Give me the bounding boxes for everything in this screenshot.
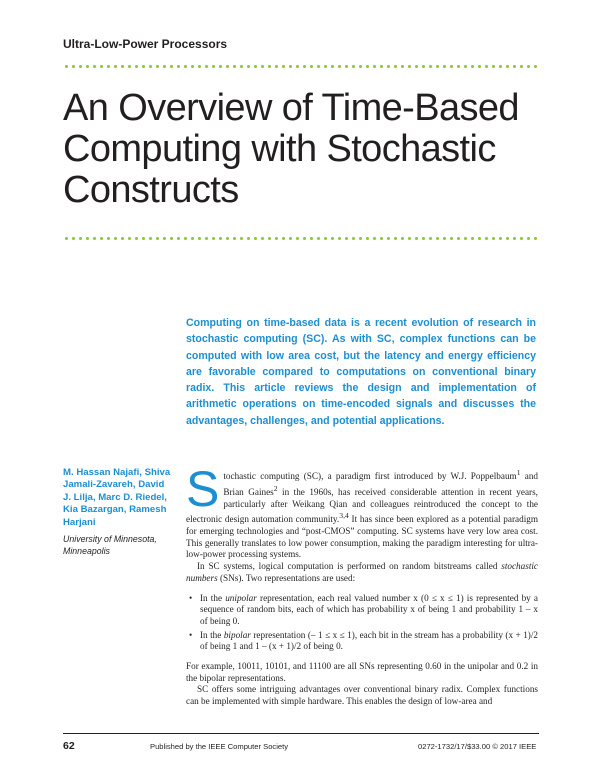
- author-affiliation: University of Minnesota, Minneapolis: [63, 534, 157, 556]
- page-number: 62: [63, 740, 75, 752]
- drop-cap: S: [186, 461, 220, 517]
- list-item-bipolar: • In the bipolar representation (– 1 ≤ x ≤ 1), each bit in the stream has a probability (x + 1)/2 of being 1 and 1 – (x + 1)/2 of being 0.: [200, 630, 538, 653]
- author-names: M. Hassan Najafi, Shiva Jamali-Zavareh, David J. Lilja, Marc D. Riedel, Kia Bazargan, Ramesh Harjani: [63, 467, 171, 528]
- list-item-unipolar: • In the unipolar representation, each real valued number x (0 ≤ x ≤ 1) is represented by a sequence of random bits, each of which has probability x of being 1 and probability 1 – x of being 0.: [200, 593, 538, 628]
- abstract: Computing on time-based data is a recent evolution of research in stochastic computing (SC). As with SC, complex functions can be computed with low area cost, but the latency and energy efficiency are favorable compared to computations on conventional binary radix. This article reviews the design and implementation of arithmetic operations on time-encoded signals and discusses the advantages, challenges, and potential applications.: [186, 317, 536, 427]
- section-label: Ultra-Low-Power Processors: [63, 37, 228, 51]
- paragraph-sc-systems: In SC systems, logical computation is performed on random bitstreams called stochastic numbers (SNs). Two representations are used:: [186, 561, 538, 583]
- publisher-line: Published by the IEEE Computer Society: [150, 742, 289, 751]
- dotted-divider-top: [63, 65, 539, 68]
- representation-list: [186, 593, 538, 654]
- article-title: An Overview of Time-Based Computing with Stochastic Constructs: [63, 87, 519, 211]
- paragraph-advantages: SC offers some intriguing advantages over conventional binary radix. Complex functions can be implemented with simple hardware. This enables the design of low-area and: [186, 684, 538, 707]
- dotted-divider-bottom: [63, 237, 539, 240]
- footer-rule: [63, 733, 539, 734]
- reference-2: 2: [273, 483, 278, 493]
- paragraph-example: For example, 10011, 10101, and 11100 are all SNs representing 0.60 in the unipolar and 0.2 in the bipolar representations.: [186, 661, 538, 683]
- copyright-line: 0272-1732/17/$33.00 © 2017 IEEE: [418, 742, 537, 751]
- paragraph-intro: Stochastic computing (SC), a paradigm first introduced by W.J. Poppelbaum$^1$ and Brian Gaines$^2$ in the 1960s, has received considerable attention in recent years, particularly after Weikang Qian and colleagues reintroduced the concept to the electronic design automation community.$^{3,4}$ It has since been explored as a potential paradigm for emerging technologies and “post-CMOS” computing. SC systems have very low area cost. This generally translates to low power consumption, making the paradigm interesting for ultra-low-power processing systems.: [186, 461, 539, 560]
- reference-3-4: 3,4: [339, 511, 349, 521]
- reference-1: 1: [516, 468, 521, 477]
- body-text: [186, 461, 539, 708]
